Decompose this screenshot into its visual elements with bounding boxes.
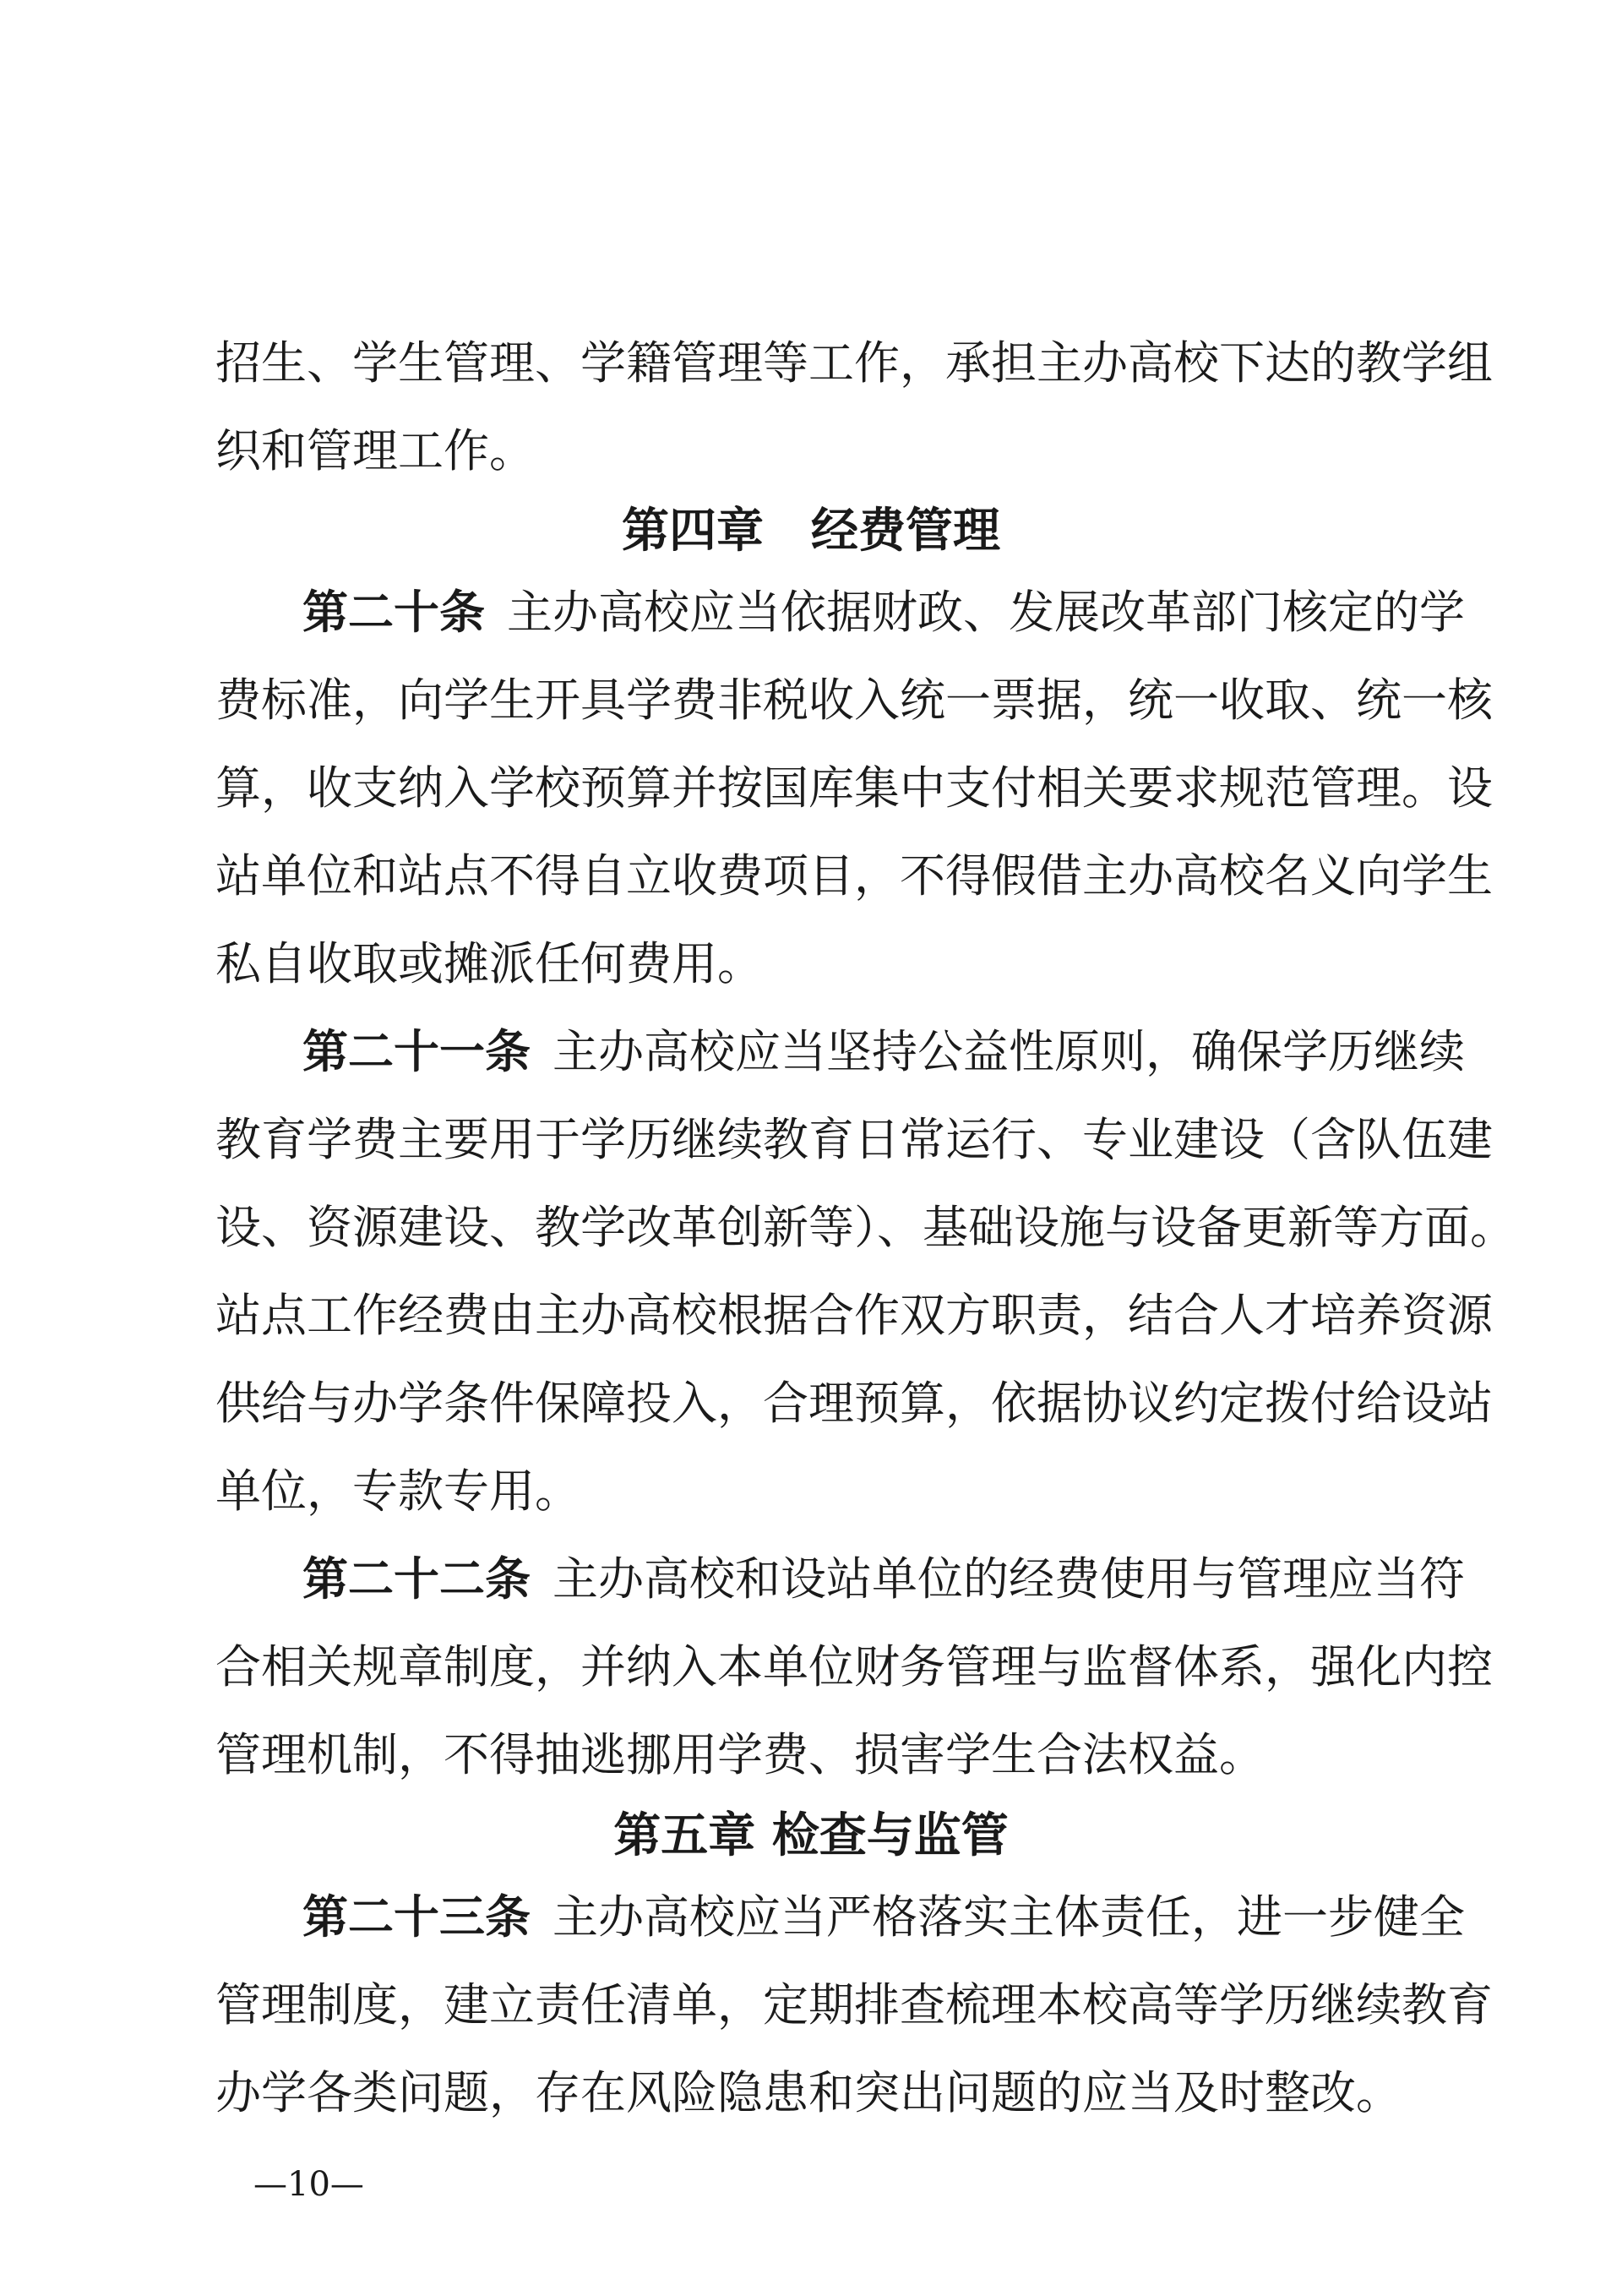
paragraph-line: 单位，专款专用。 bbox=[215, 1464, 580, 1518]
paragraph-line: 办学各类问题，存在风险隐患和突出问题的应当及时整改。 bbox=[215, 2066, 1402, 2119]
paragraph-line: 招生、学生管理、学籍管理等工作，承担主办高校下达的教学组 bbox=[215, 336, 1493, 390]
chapter-heading: 第四章 经费管理 bbox=[622, 504, 1000, 559]
paragraph-line: 私自收取或摊派任何费用。 bbox=[215, 937, 763, 990]
paragraph-line: 合相关规章制度，并纳入本单位财务管理与监督体系，强化内控 bbox=[215, 1640, 1493, 1693]
paragraph-line: 管理制度，建立责任清单，定期排查梳理本校高等学历继续教育 bbox=[215, 1978, 1493, 2031]
paragraph-line: 站单位和站点不得自立收费项目，不得假借主办高校名义向学生 bbox=[215, 849, 1493, 903]
paragraph-line: 算，收支纳入学校预算并按国库集中支付相关要求规范管理。设 bbox=[215, 761, 1493, 815]
paragraph-line: 站点工作经费由主办高校根据合作双方职责，结合人才培养资源 bbox=[215, 1289, 1493, 1342]
paragraph-line: 织和管理工作。 bbox=[215, 424, 535, 477]
article-first-line: 第二十二条 主办高校和设站单位的经费使用与管理应当符 bbox=[302, 1552, 1465, 1606]
article-first-line: 第二十条 主办高校应当依据财政、发展改革部门核定的学 bbox=[302, 586, 1465, 639]
paragraph-line: 供给与办学条件保障投入，合理预算，依据协议约定拨付给设站 bbox=[215, 1377, 1493, 1430]
paragraph-line: 设、资源建设、教学改革创新等）、基础设施与设备更新等方面。 bbox=[215, 1201, 1516, 1254]
paragraph-line: 管理机制，不得抽逃挪用学费、损害学生合法权益。 bbox=[215, 1728, 1265, 1781]
paragraph-line: 费标准，向学生开具学费非税收入统一票据，统一收取、统一核 bbox=[215, 674, 1493, 727]
article-label: 第二十条 bbox=[302, 586, 485, 639]
chapter-heading: 第五章 检查与监管 bbox=[613, 1808, 1009, 1863]
article-label: 第二十一条 bbox=[302, 1025, 531, 1078]
article-label: 第二十三条 bbox=[302, 1890, 531, 1944]
paragraph-line: 教育学费主要用于学历继续教育日常运行、专业建设（含队伍建 bbox=[215, 1113, 1493, 1166]
article-first-line: 第二十三条 主办高校应当严格落实主体责任，进一步健全 bbox=[302, 1890, 1465, 1944]
article-label: 第二十二条 bbox=[302, 1552, 531, 1606]
page-number: —10— bbox=[253, 2165, 364, 2204]
article-first-line: 第二十一条 主办高校应当坚持公益性原则，确保学历继续 bbox=[302, 1025, 1465, 1078]
